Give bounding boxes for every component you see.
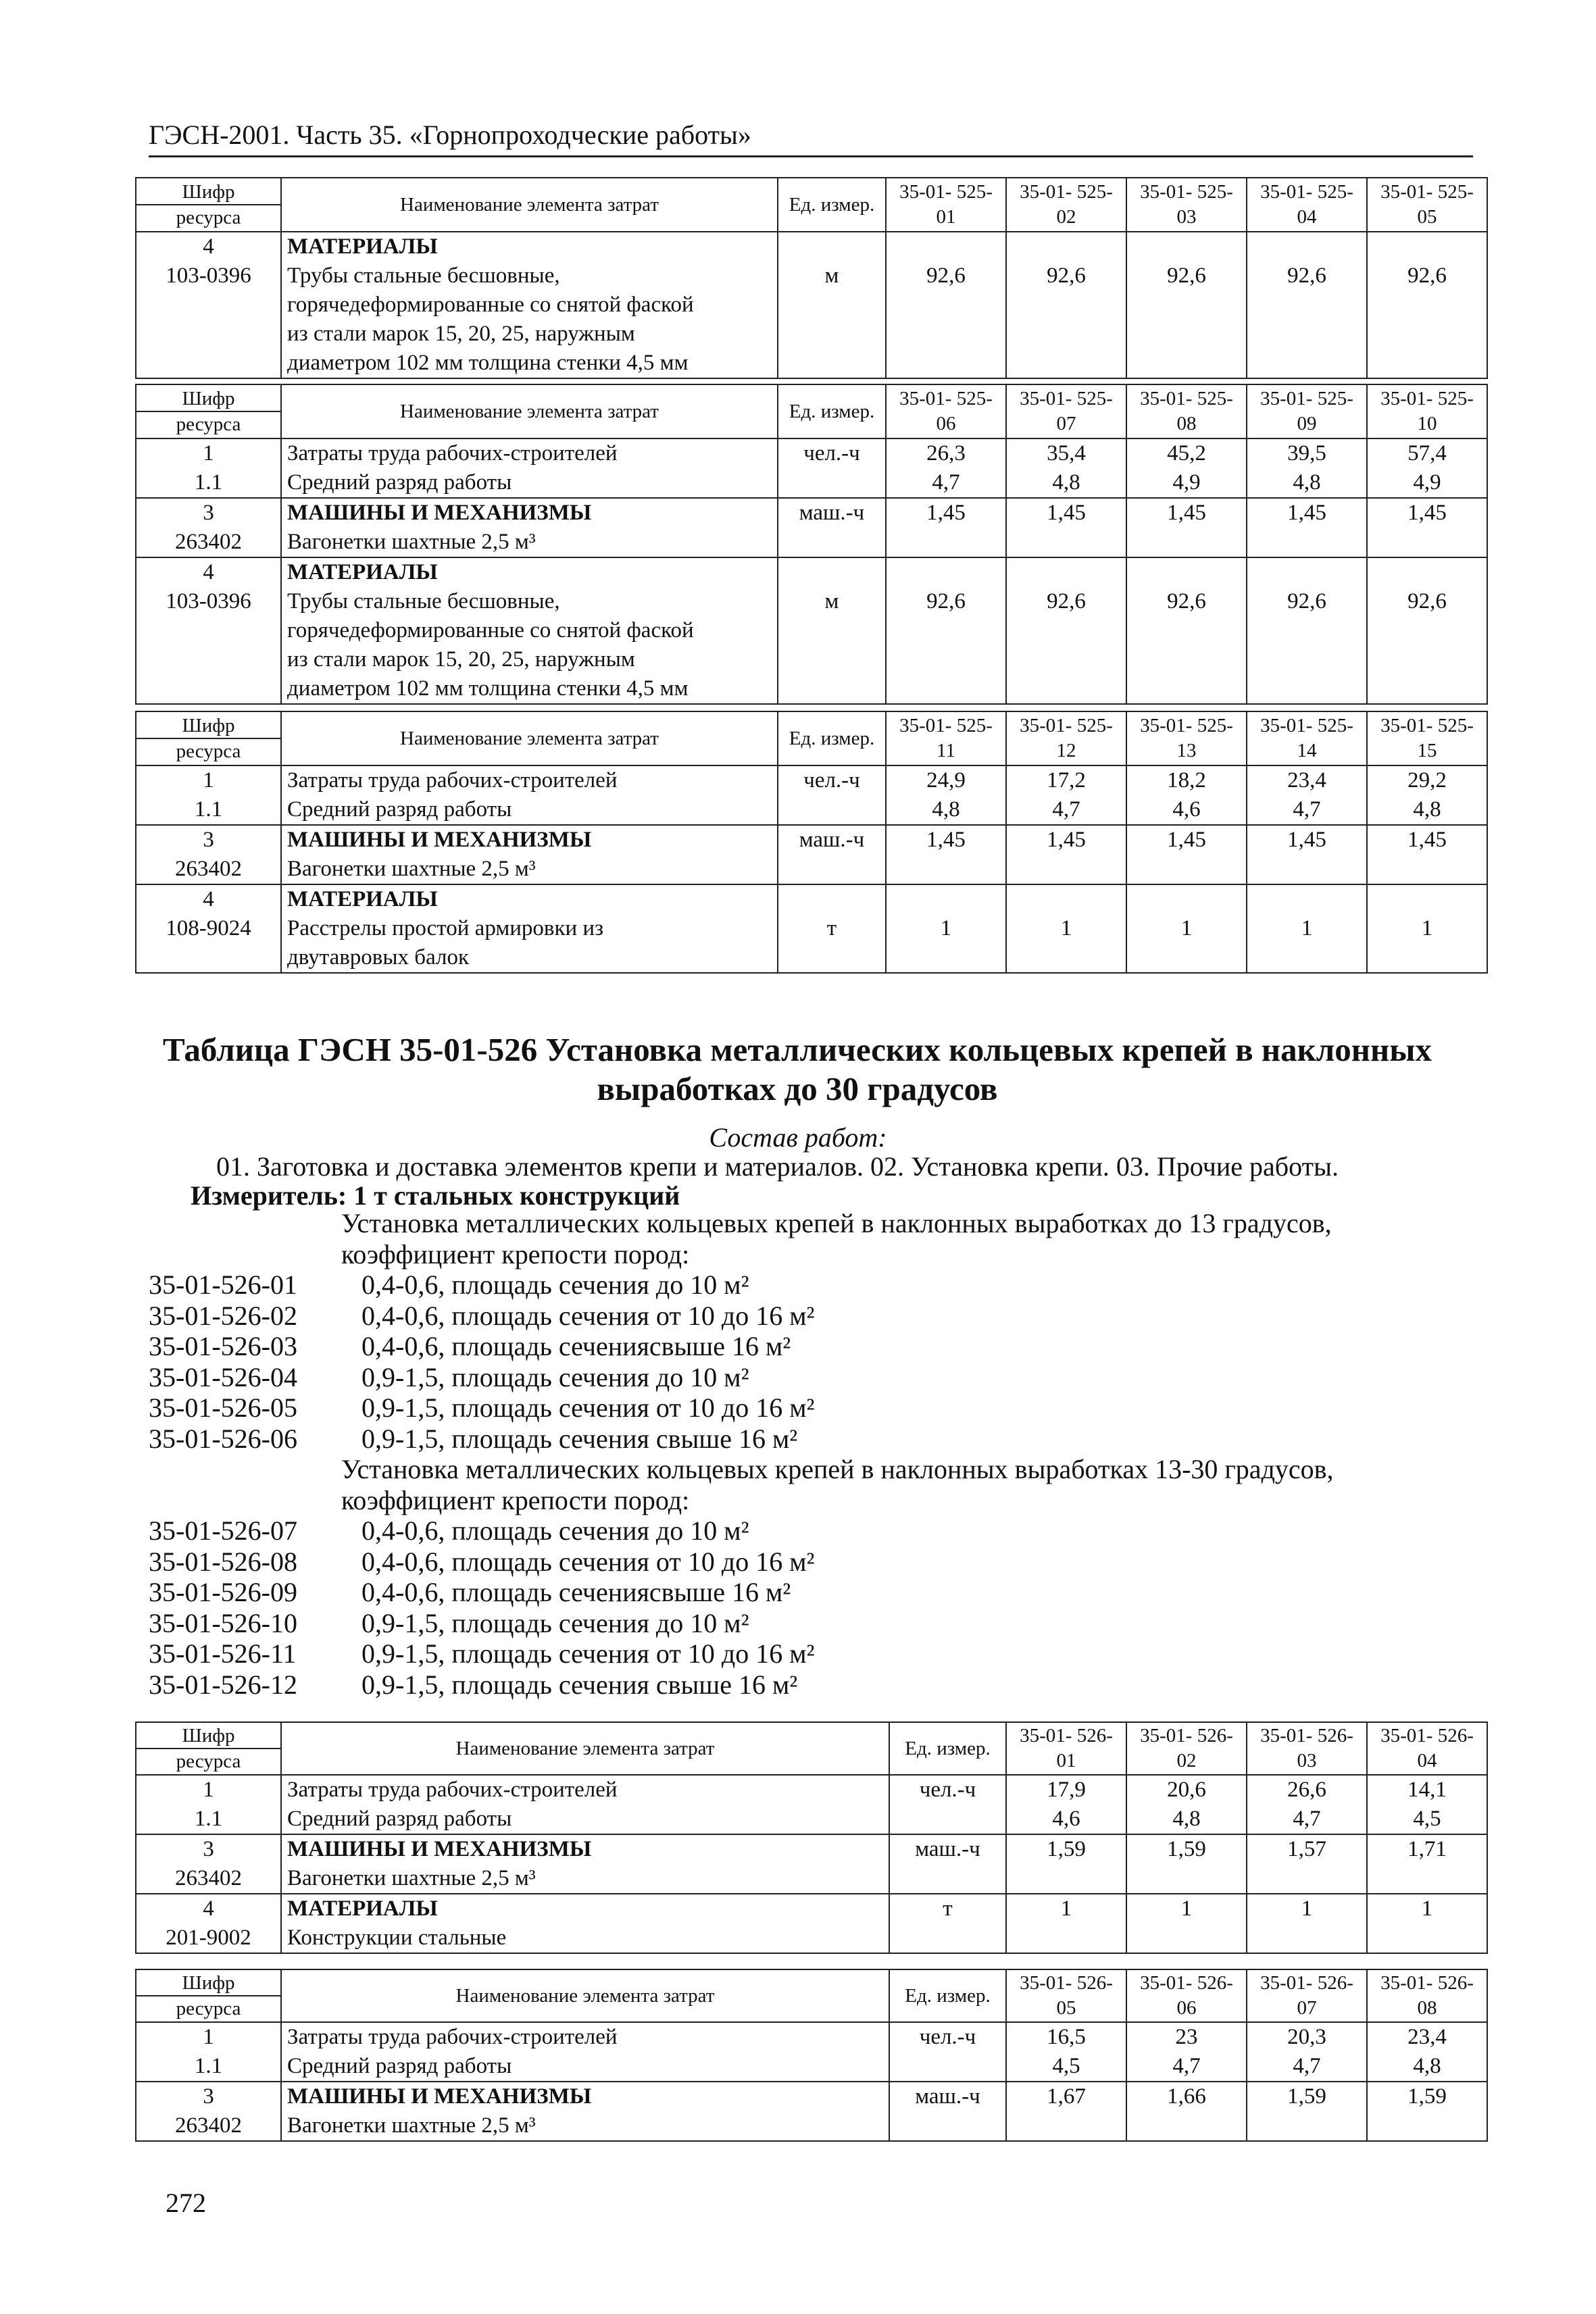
cost-table-1 xyxy=(135,177,1488,379)
resource-value: 1,45 xyxy=(1367,498,1487,557)
resource-unit: м xyxy=(778,557,886,704)
header-col-4: 35-01- 525-09 xyxy=(1247,384,1367,438)
norm-desc: 0,4-0,6, площадь сечения от 10 до 16 м² xyxy=(361,1546,815,1577)
header-col-5: 35-01- 525-10 xyxy=(1367,384,1487,438)
norm-desc: 0,4-0,6, площадь сечения до 10 м² xyxy=(361,1515,749,1546)
resource-value: 1 xyxy=(1126,1894,1247,1953)
norm-code: 35-01-526-02 xyxy=(149,1300,297,1331)
resource-name: МАТЕРИАЛЫ Расстрелы простой армировки из двутавровых балок xyxy=(281,884,778,973)
resource-unit: чел.-ч xyxy=(778,438,886,498)
table-header-row xyxy=(136,1722,1487,1775)
resource-name: Затраты труда рабочих-строителей Средний разряд работы xyxy=(281,1775,889,1834)
cost-table-2 xyxy=(135,384,1488,705)
resource-name: МАШИНЫ И МЕХАНИЗМЫ Вагонетки шахтные 2,5 м³ xyxy=(281,1834,889,1894)
resource-value: 20,3 4,7 xyxy=(1247,2022,1367,2082)
measure-unit: Измеритель: 1 т стальных конструкций xyxy=(191,1180,680,1211)
resource-value: 1,71 xyxy=(1367,1834,1487,1894)
table-row xyxy=(136,2082,1487,2141)
resource-unit: т xyxy=(778,884,886,973)
table-row xyxy=(136,438,1487,498)
header-code: Шифр ресурса xyxy=(136,1969,281,2022)
table-header-row xyxy=(136,384,1487,438)
work-composition-text: 01. Заготовка и доставка элементов крепи и материалов. 02. Установка крепи. 03. Прочие работы. xyxy=(216,1151,1339,1182)
resource-value: 57,4 4,9 xyxy=(1367,438,1487,498)
resource-value: 92,6 xyxy=(1367,557,1487,704)
resource-unit: маш.-ч xyxy=(889,1834,1006,1894)
resource-code: 4 201-9002 xyxy=(136,1894,281,1953)
resource-code: 4 108-9024 xyxy=(136,884,281,973)
resource-value: 1 xyxy=(1367,884,1487,973)
header-col-2: 35-01- 525-02 xyxy=(1006,178,1126,232)
resource-value: 20,6 4,8 xyxy=(1126,1775,1247,1834)
resource-unit: т xyxy=(889,1894,1006,1953)
resource-name: МАШИНЫ И МЕХАНИЗМЫ Вагонетки шахтные 2,5 м³ xyxy=(281,2082,889,2141)
resource-name: МАТЕРИАЛЫ Трубы стальные бесшовные, горячедеформированные со снятой фаской из стали марок 15, 20, 25, наружным диаметром 102 мм толщина стенки 4,5 мм xyxy=(281,557,778,704)
resource-code: 1 1.1 xyxy=(136,1775,281,1834)
table-row xyxy=(136,765,1487,825)
resource-code: 4 103-0396 xyxy=(136,557,281,704)
resource-name: Затраты труда рабочих-строителей Средний разряд работы xyxy=(281,765,778,825)
norm-code: 35-01-526-07 xyxy=(149,1515,297,1546)
resource-value: 24,9 4,8 xyxy=(886,765,1006,825)
resource-value: 92,6 xyxy=(886,557,1006,704)
resource-code: 3 263402 xyxy=(136,1834,281,1894)
resource-name: МАТЕРИАЛЫ Трубы стальные бесшовные, горячедеформированные со снятой фаской из стали марок 15, 20, 25, наружным диаметром 102 мм толщина стенки 4,5 мм xyxy=(281,232,778,378)
resource-value: 18,2 4,6 xyxy=(1126,765,1247,825)
header-name: Наименование элемента затрат xyxy=(281,1722,889,1775)
header-col-2: 35-01- 526-02 xyxy=(1126,1722,1247,1775)
norm-code: 35-01-526-03 xyxy=(149,1331,297,1361)
norm-desc: 0,9-1,5, площадь сечения от 10 до 16 м² xyxy=(361,1638,815,1669)
norm-desc: 0,9-1,5, площадь сечения до 10 м² xyxy=(361,1361,749,1392)
norm-code: 35-01-526-01 xyxy=(149,1269,297,1300)
header-col-1: 35-01- 525-06 xyxy=(886,384,1006,438)
resource-value: 1 xyxy=(1247,884,1367,973)
header-col-4: 35-01- 525-04 xyxy=(1247,178,1367,232)
resource-value: 92,6 xyxy=(1367,232,1487,378)
norm-desc: 0,9-1,5, площадь сечения от 10 до 16 м² xyxy=(361,1392,815,1423)
resource-value: 23,4 4,7 xyxy=(1247,765,1367,825)
resource-value: 29,2 4,8 xyxy=(1367,765,1487,825)
table-row xyxy=(136,2022,1487,2082)
table-row xyxy=(136,232,1487,378)
norm-code: 35-01-526-08 xyxy=(149,1546,297,1577)
table-row xyxy=(136,1775,1487,1834)
norm-desc: 0,4-0,6, площадь сечения до 10 м² xyxy=(361,1269,749,1300)
header-col-4: 35-01- 526-08 xyxy=(1367,1969,1487,2022)
resource-unit: чел.-ч xyxy=(889,2022,1006,2082)
resource-value: 23,4 4,8 xyxy=(1367,2022,1487,2082)
header-col-1: 35-01- 525-01 xyxy=(886,178,1006,232)
resource-name: МАШИНЫ И МЕХАНИЗМЫ Вагонетки шахтные 2,5 м³ xyxy=(281,498,778,557)
resource-value: 1,59 xyxy=(1126,1834,1247,1894)
resource-value: 1,59 xyxy=(1247,2082,1367,2141)
resource-value: 26,6 4,7 xyxy=(1247,1775,1367,1834)
resource-value: 1,45 xyxy=(1126,825,1247,884)
resource-value: 1 xyxy=(1126,884,1247,973)
resource-value: 45,2 4,9 xyxy=(1126,438,1247,498)
norm-desc: 0,4-0,6, площадь сечения от 10 до 16 м² xyxy=(361,1300,815,1331)
header-code: Шифр ресурса xyxy=(136,384,281,438)
header-code: Шифр ресурса xyxy=(136,711,281,765)
resource-unit: маш.-ч xyxy=(778,498,886,557)
header-col-2: 35-01- 526-06 xyxy=(1126,1969,1247,2022)
header-unit: Ед. измер. xyxy=(778,711,886,765)
resource-value: 92,6 xyxy=(1247,557,1367,704)
norm-code: 35-01-526-09 xyxy=(149,1577,297,1607)
norm-code: 35-01-526-12 xyxy=(149,1669,297,1700)
resource-unit: чел.-ч xyxy=(778,765,886,825)
resource-value: 1,45 xyxy=(886,825,1006,884)
resource-code: 1 1.1 xyxy=(136,765,281,825)
resource-code: 1 1.1 xyxy=(136,438,281,498)
resource-unit: чел.-ч xyxy=(889,1775,1006,1834)
resource-code: 4 103-0396 xyxy=(136,232,281,378)
norm-code: 35-01-526-05 xyxy=(149,1392,297,1423)
resource-value: 92,6 xyxy=(1126,557,1247,704)
header-col-1: 35-01- 526-01 xyxy=(1006,1722,1126,1775)
table-row xyxy=(136,498,1487,557)
header-col-2: 35-01- 525-07 xyxy=(1006,384,1126,438)
norm-desc: 0,9-1,5, площадь сечения до 10 м² xyxy=(361,1607,749,1638)
resource-value: 1 xyxy=(1247,1894,1367,1953)
cost-table-4 xyxy=(135,1721,1488,1954)
norm-group-intro: коэффициент крепости пород: xyxy=(341,1484,690,1515)
resource-value: 1,45 xyxy=(1247,498,1367,557)
norm-group-intro: коэффициент крепости пород: xyxy=(341,1238,690,1269)
resource-value: 92,6 xyxy=(1247,232,1367,378)
norm-code: 35-01-526-06 xyxy=(149,1423,297,1454)
norm-desc: 0,4-0,6, площадь сечениясвыше 16 м² xyxy=(361,1331,791,1361)
table-header-row xyxy=(136,178,1487,232)
table-row xyxy=(136,884,1487,973)
header-col-1: 35-01- 525-11 xyxy=(886,711,1006,765)
header-col-4: 35-01- 525-14 xyxy=(1247,711,1367,765)
cost-table-3 xyxy=(135,711,1488,974)
header-name: Наименование элемента затрат xyxy=(281,384,778,438)
resource-value: 23 4,7 xyxy=(1126,2022,1247,2082)
header-col-3: 35-01- 526-03 xyxy=(1247,1722,1367,1775)
resource-name: МАШИНЫ И МЕХАНИЗМЫ Вагонетки шахтные 2,5 м³ xyxy=(281,825,778,884)
header-col-2: 35-01- 525-12 xyxy=(1006,711,1126,765)
page-header: ГЭСН-2001. Часть 35. «Горнопроходческие работы» xyxy=(149,119,1473,157)
header-col-3: 35-01- 525-08 xyxy=(1126,384,1247,438)
resource-value: 17,2 4,7 xyxy=(1006,765,1126,825)
resource-code: 3 263402 xyxy=(136,498,281,557)
header-col-5: 35-01- 525-05 xyxy=(1367,178,1487,232)
norm-group-intro: Установка металлических кольцевых крепей в наклонных выработках до 13 градусов, xyxy=(341,1208,1332,1238)
resource-value: 1 xyxy=(1006,1894,1126,1953)
resource-value: 1,45 xyxy=(1247,825,1367,884)
resource-name: Затраты труда рабочих-строителей Средний разряд работы xyxy=(281,2022,889,2082)
norm-desc: 0,4-0,6, площадь сечениясвыше 16 м² xyxy=(361,1577,791,1607)
resource-value: 35,4 4,8 xyxy=(1006,438,1126,498)
resource-value: 16,5 4,5 xyxy=(1006,2022,1126,2082)
resource-value: 26,3 4,7 xyxy=(886,438,1006,498)
header-col-4: 35-01- 526-04 xyxy=(1367,1722,1487,1775)
header-col-3: 35-01- 525-03 xyxy=(1126,178,1247,232)
section-title: Таблица ГЭСН 35-01-526 Установка металлических кольцевых крепей в наклонных выработках до 30 градусов xyxy=(162,1031,1432,1107)
resource-value: 92,6 xyxy=(1006,557,1126,704)
resource-value: 1 xyxy=(1367,1894,1487,1953)
header-col-3: 35-01- 526-07 xyxy=(1247,1969,1367,2022)
table-row xyxy=(136,825,1487,884)
resource-unit: м xyxy=(778,232,886,378)
header-name: Наименование элемента затрат xyxy=(281,711,778,765)
resource-unit: маш.-ч xyxy=(889,2082,1006,2141)
table-row xyxy=(136,557,1487,704)
resource-value: 1,45 xyxy=(1367,825,1487,884)
table-row xyxy=(136,1894,1487,1953)
resource-value: 1,59 xyxy=(1006,1834,1126,1894)
resource-value: 17,9 4,6 xyxy=(1006,1775,1126,1834)
header-unit: Ед. измер. xyxy=(889,1969,1006,2022)
page-number: 272 xyxy=(166,2188,206,2218)
header-name: Наименование элемента затрат xyxy=(281,178,778,232)
resource-unit: маш.-ч xyxy=(778,825,886,884)
resource-value: 39,5 4,8 xyxy=(1247,438,1367,498)
table-header-row xyxy=(136,1969,1487,2022)
resource-value: 1 xyxy=(886,884,1006,973)
resource-name: Затраты труда рабочих-строителей Средний разряд работы xyxy=(281,438,778,498)
resource-value: 92,6 xyxy=(1006,232,1126,378)
resource-value: 1,45 xyxy=(1126,498,1247,557)
resource-value: 1,57 xyxy=(1247,1834,1367,1894)
resource-name: МАТЕРИАЛЫ Конструкции стальные xyxy=(281,1894,889,1953)
header-unit: Ед. измер. xyxy=(778,384,886,438)
resource-code: 3 263402 xyxy=(136,2082,281,2141)
resource-value: 1,45 xyxy=(1006,825,1126,884)
resource-code: 3 263402 xyxy=(136,825,281,884)
header-unit: Ед. измер. xyxy=(778,178,886,232)
norm-desc: 0,9-1,5, площадь сечения свыше 16 м² xyxy=(361,1423,798,1454)
header-code: Шифр ресурса xyxy=(136,1722,281,1775)
resource-value: 92,6 xyxy=(1126,232,1247,378)
cost-table-5 xyxy=(135,1969,1488,2142)
resource-value: 92,6 xyxy=(886,232,1006,378)
norm-desc: 0,9-1,5, площадь сечения свыше 16 м² xyxy=(361,1669,798,1700)
work-composition-label: Состав работ: xyxy=(709,1122,887,1153)
resource-value: 1,59 xyxy=(1367,2082,1487,2141)
table-header-row xyxy=(136,711,1487,765)
norm-code: 35-01-526-04 xyxy=(149,1361,297,1392)
header-code: Шифр ресурса xyxy=(136,178,281,232)
resource-value: 1 xyxy=(1006,884,1126,973)
header-col-3: 35-01- 525-13 xyxy=(1126,711,1247,765)
header-name: Наименование элемента затрат xyxy=(281,1969,889,2022)
resource-value: 1,45 xyxy=(1006,498,1126,557)
header-unit: Ед. измер. xyxy=(889,1722,1006,1775)
norm-code: 35-01-526-11 xyxy=(149,1638,297,1669)
header-col-1: 35-01- 526-05 xyxy=(1006,1969,1126,2022)
header-col-5: 35-01- 525-15 xyxy=(1367,711,1487,765)
resource-value: 1,67 xyxy=(1006,2082,1126,2141)
norm-group-intro: Установка металлических кольцевых крепей в наклонных выработках 13-30 градусов, xyxy=(341,1454,1334,1484)
resource-value: 1,66 xyxy=(1126,2082,1247,2141)
table-row xyxy=(136,1834,1487,1894)
resource-code: 1 1.1 xyxy=(136,2022,281,2082)
resource-value: 14,1 4,5 xyxy=(1367,1775,1487,1834)
resource-value: 1,45 xyxy=(886,498,1006,557)
norm-code: 35-01-526-10 xyxy=(149,1607,297,1638)
